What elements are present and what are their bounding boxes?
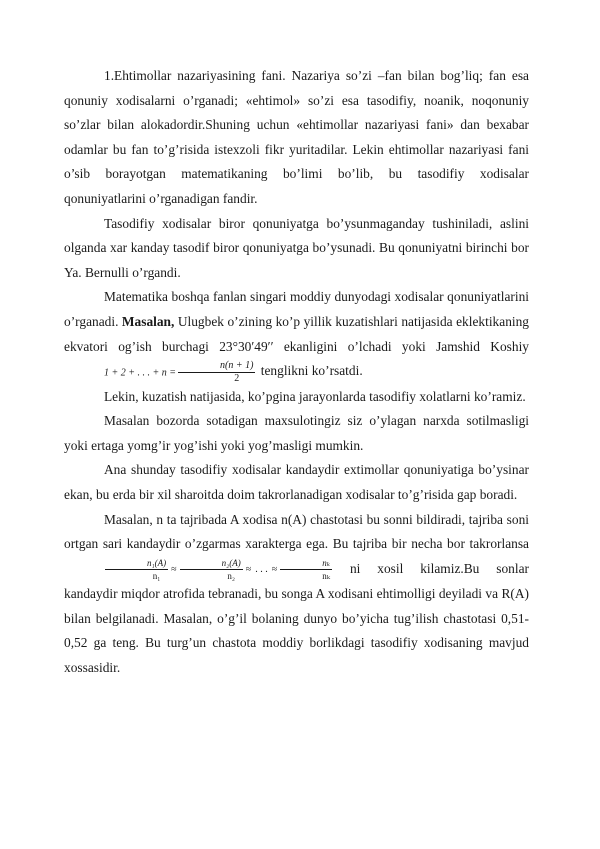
- ratio-2-numerator: n₂(A): [180, 557, 243, 570]
- text-segment: Matematika boshqa fanlan singari moddiy dunyodagi xodisalar qonuniyatlarini o’rganadi.: [64, 289, 529, 329]
- paragraph-observation: Lekin, kuzatish natijasida, ko’pgina jarayonlarda tasodifiy xolatlarni ko’ramiz.: [104, 388, 526, 404]
- paragraph-examples: [64, 285, 529, 384]
- paragraph-bernoulli: Tasodifiy xodisalar biror qonuniyatga bo’ysunmaganday tushiniladi, aslini olganda xar kanday tasodif biror qonuniyatga bo’ysunadi. Bu qonuniyatni birinchi bor Ya. Bernulli o’rgandi.: [64, 215, 529, 280]
- sum-formula: [64, 360, 257, 385]
- ratio-2-denominator: n₂: [227, 571, 235, 582]
- ratio-k-numerator: nₖ: [280, 557, 332, 570]
- approx-sign: ≈: [245, 563, 252, 575]
- frequency-ratio-formula: [64, 557, 333, 582]
- paragraph-definition: 1.Ehtimollar nazariyasining fani. Nazariya so’zi –fan bilan bog’liq; fan esa qonuniy xodisalarni o’rganadi; «ehtimol» so’zi esa tasodifiy, noanik, noqonuniy so’zlar bilan alokadordir.Shuning uchun «ehtimollar nazariyasi fani» dan bexabar odamlar bu fan to’g’risida istexzoli fikr yuritadilar. Lekin ehtimollar nazariyasi fani o’sib borayotgan matematikaning bo’limi bo’lib, bu tasodifiy xodisalar qonuniyatlarini o’rganadigan fandir.: [64, 68, 529, 206]
- ratio-k-denominator: nₖ: [322, 571, 331, 582]
- paragraph-regularity: Ana shunday tasodifiy xodisalar kandaydir extimollar qonuniyatiga bo’ysinar ekan, bu erda bir xil sharoitda doim takrorlanadigan xodisalar to’g’risida gap boradi.: [64, 462, 529, 502]
- ratio-2: [180, 557, 243, 582]
- text-segment: Masalan, n ta tajribada A xodisa n(A) chastotasi bu sonni bildiradi, tajriba soni ortgan sari kandaydir o’zgarmas xarakterga ega. Bu tajriba bir necha bor takrorlansa: [64, 511, 529, 552]
- formula-fraction: [178, 360, 255, 385]
- formula-numerator: n(n + 1): [178, 360, 255, 373]
- formula-lhs: 1 + 2 + . . . + n =: [104, 367, 176, 379]
- ellipsis: . . .: [255, 563, 268, 575]
- document-body: [64, 64, 529, 681]
- ratio-1-denominator: n₁: [152, 571, 161, 582]
- paragraph-frequency: [64, 508, 529, 681]
- text-segment: tenglikni ko’rsatdi.: [257, 363, 363, 379]
- bold-example-label: Masalan,: [121, 313, 175, 329]
- approx-sign: ≈: [171, 563, 177, 575]
- text-segment: Ulugbek o’zining ko’p yillik kuzatishlari natijasida eklektikaning ekvatori og’ish burchagi 23°30′49′′ ekanligini o’lchadi yoki Jamshid Koshiy: [64, 313, 529, 354]
- text-segment: ni xosil kilamiz.Bu sonlar kandaydir miqdor atrofida tebranadi, bu songa A xodisani ehtimolligi deyiladi va R(A) bilan belgilanadi. Masalan, o’g’il bolaning dunyo bo’yicha tug’ilish chastotasi 0,51-0,52 ga teng. Bu turg’un chastota moddiy borlikdagi tasodifiy xodisaning mavjud xossasidir.: [64, 560, 529, 675]
- ratio-k: [280, 557, 332, 582]
- paragraph-market-example: Masalan bozorda sotadigan maxsulotingiz siz o’ylagan narxda sotilmasligi yoki ertaga yomg’ir yog’ishi yoki yog’masligi mumkin.: [64, 413, 529, 453]
- formula-denominator: 2: [234, 372, 240, 384]
- ratio-1: [105, 557, 168, 582]
- ratio-1-numerator: n₁(A): [105, 557, 168, 570]
- approx-sign: ≈: [271, 563, 278, 575]
